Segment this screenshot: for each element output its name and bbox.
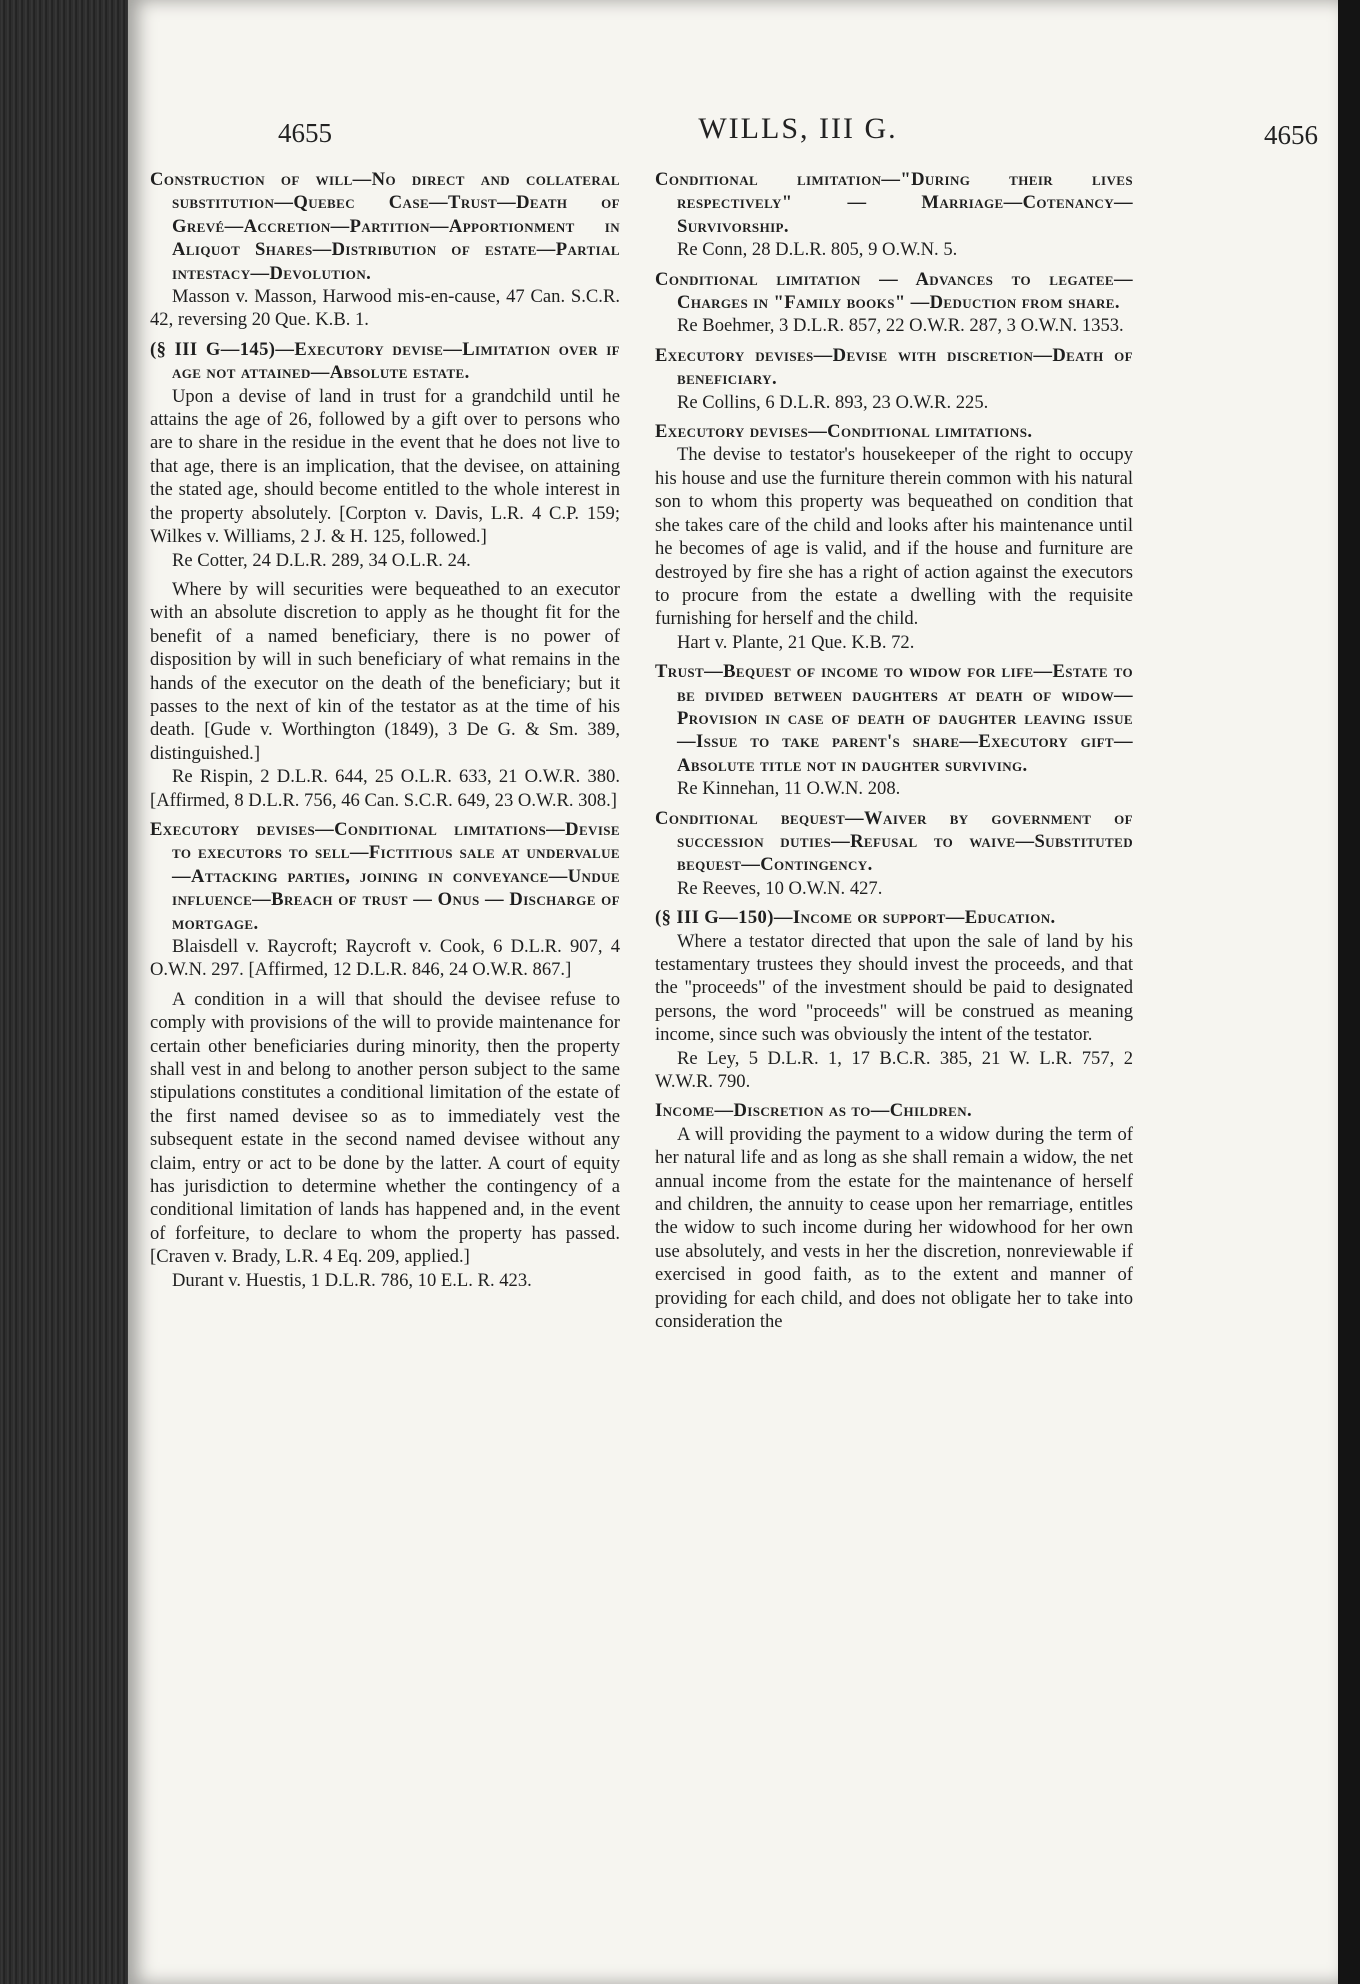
- entry-paragraph: The devise to testator's housekeeper of the right to occupy his house and use the furniture therein common with his natural son to whom this property was bequeathed on condition that she takes care of the child and looks after his maintenance until he becomes of age is valid, and if the house and furniture are destroyed by fire she has a right of action against the executors to procure from the estate a dwelling with the requisite furnishing for herself and the child.: [655, 444, 1133, 630]
- digest-entry: [150, 168, 620, 332]
- digest-entry: [655, 344, 1133, 414]
- entry-citation: Re Boehmer, 3 D.L.R. 857, 22 O.W.R. 287, 3 O.W.N. 1353.: [677, 315, 1124, 337]
- left-column: [150, 168, 620, 1298]
- dark-edge: [1338, 0, 1360, 1984]
- entry-heading: Construction of will—No direct and collateral substitution—Quebec Case—Trust—Death of Grevé—Accretion—Partition—Apportionment in Aliquot Shares—Distribution of estate—Partial intestacy—Devolution.: [150, 169, 620, 284]
- entry-citation: Re Ley, 5 D.L.R. 1, 17 B.C.R. 385, 21 W. L.R. 757, 2 W.W.R. 790.: [655, 1047, 1133, 1093]
- digest-entry: [150, 338, 620, 572]
- entry-citation: Re Rispin, 2 D.L.R. 644, 25 O.L.R. 633, 21 O.W.R. 380. [Affirmed, 8 D.L.R. 756, 46 Can. S.C.R. 649, 23 O.W.R. 308.]: [150, 766, 620, 811]
- page-number-right: 4656: [1264, 120, 1318, 150]
- entry-heading: Executory devises—Conditional limitations.: [655, 421, 1033, 443]
- digest-entry: [655, 807, 1133, 901]
- entry-citation: Durant v. Huestis, 1 D.L.R. 786, 10 E.L. R. 423.: [172, 1269, 532, 1291]
- entry-heading: (§ III G—145)—Executory devise—Limitation over if age not attained—Absolute estate.: [150, 338, 620, 384]
- entry-paragraph: A condition in a will that should the devisee refuse to comply with provisions of the will to provide maintenance for certain other beneficiaries during minority, then the property shall vest in and belong to another person subject to the same stipulations constitutes a conditional limitation of the estate of the first named devisee so as to immediately vest the subsequent estate in the second named devisee without any claim, entry or act to be done by the latter. A court of equity has jurisdiction to determine whether the contingency of a conditional limitation of lands has happened and, in the event of forfeiture, to declare to whom the property has passed. [Craven v. Brady, L.R. 4 Eq. 209, applied.]: [150, 988, 620, 1268]
- entry-paragraph: Upon a devise of land in trust for a grandchild until he attains the age of 26, followed by a gift over to persons who are to share in the residue in the event that he does not live to that age, there is an implication, that the devisee, on attaining the stated age, should become entitled to the whole interest in the property absolutely. [Corpton v. Davis, L.R. 4 C.P. 159; Wilkes v. Williams, 2 J. & H. 125, followed.]: [150, 385, 620, 548]
- entry-citation: Re Kinnehan, 11 O.W.N. 208.: [677, 778, 901, 800]
- entry-citation: Re Collins, 6 D.L.R. 893, 23 O.W.R. 225.: [677, 391, 989, 413]
- entry-heading: Conditional limitation — Advances to legatee—Charges in "Family books" —Deduction from share.: [655, 268, 1133, 314]
- entry-heading: Executory devises—Conditional limitations—Devise to executors to sell—Fictitious sale at undervalue—Attacking parties, joining in conveyance—Undue influence—Breach of trust — Onus — Discharge of mortgage.: [150, 818, 620, 934]
- entry-citation: Re Conn, 28 D.L.R. 805, 9 O.W.N. 5.: [677, 239, 958, 261]
- entry-citation: Masson v. Masson, Harwood mis-en-cause, 47 Can. S.C.R. 42, reversing 20 Que. K.B. 1.: [150, 286, 620, 331]
- page-number-left: 4655: [278, 118, 332, 148]
- entry-citation: Blaisdell v. Raycroft; Raycroft v. Cook, 6 D.L.R. 907, 4 O.W.N. 297. [Affirmed, 12 D.L.R. 846, 24 O.W.R. 867.]: [150, 936, 620, 981]
- digest-entry: [150, 988, 620, 1292]
- digest-entry: [150, 818, 620, 982]
- right-column: [655, 168, 1133, 1340]
- entry-heading: Conditional bequest—Waiver by government of succession duties—Refusal to waive—Substituted bequest—Contingency.: [655, 807, 1133, 876]
- entry-heading: (§ III G—150)—Income or support—Education.: [655, 907, 1056, 929]
- digest-entry: [655, 1099, 1133, 1333]
- entry-paragraph: Where by will securities were bequeathed to an executor with an absolute discretion to apply as he thought fit for the benefit of a named beneficiary, there is no power of disposition by will in such beneficiary of what remains in the hands of the executor on the death of the beneficiary; but it passes to the next of kin of the testator as at the time of his death. [Gude v. Worthington (1849), 3 De G. & Sm. 389, distinguished.]: [150, 578, 620, 764]
- digest-entry: [655, 420, 1133, 654]
- entry-citation: Re Cotter, 24 D.L.R. 289, 34 O.L.R. 24.: [172, 549, 471, 571]
- digest-entry: [150, 578, 620, 812]
- book-spine: [0, 0, 128, 1984]
- entry-heading: Executory devises—Devise with discretion—Death of beneficiary.: [655, 344, 1133, 390]
- entry-paragraph: A will providing the payment to a widow during the term of her natural life and as long as she shall remain a widow, the net annual income from the estate for the maintenance of herself and children, the annuity to cease upon her remarriage, entitles the widow to such income during her widowhood for her own use absolutely, and vests in her the discretion, nonreviewable if exercised in good faith, as to the extent and manner of providing for each child, and does not obligate her to take into consideration the: [655, 1123, 1133, 1333]
- digest-entry: [655, 660, 1133, 800]
- entry-paragraph: Where a testator directed that upon the sale of land by his testamentary trustees they should invest the proceeds, and that the "proceeds" of the investment should be paid to designated persons, the word "proceeds" will be construed as meaning income, since such was obviously the intent of the testator.: [655, 930, 1133, 1046]
- entry-citation: Re Reeves, 10 O.W.N. 427.: [677, 877, 883, 899]
- page-header: [278, 112, 1318, 156]
- digest-entry: [655, 906, 1133, 1093]
- entry-heading: Trust—Bequest of income to widow for life—Estate to be divided between daughters at death of widow—Provision in case of death of daughter leaving issue—Issue to take parent's share—Executory gift—Absolute title not in daughter surviving.: [655, 661, 1133, 776]
- entry-heading: Income—Discretion as to—Children.: [655, 1100, 973, 1122]
- entry-citation: Hart v. Plante, 21 Que. K.B. 72.: [677, 631, 915, 653]
- entry-heading: Conditional limitation—"During their lives respectively" — Marriage—Cotenancy—Survivorship.: [655, 169, 1133, 237]
- digest-entry: [655, 168, 1133, 262]
- digest-entry: [655, 268, 1133, 338]
- running-title: WILLS, III G.: [698, 112, 898, 145]
